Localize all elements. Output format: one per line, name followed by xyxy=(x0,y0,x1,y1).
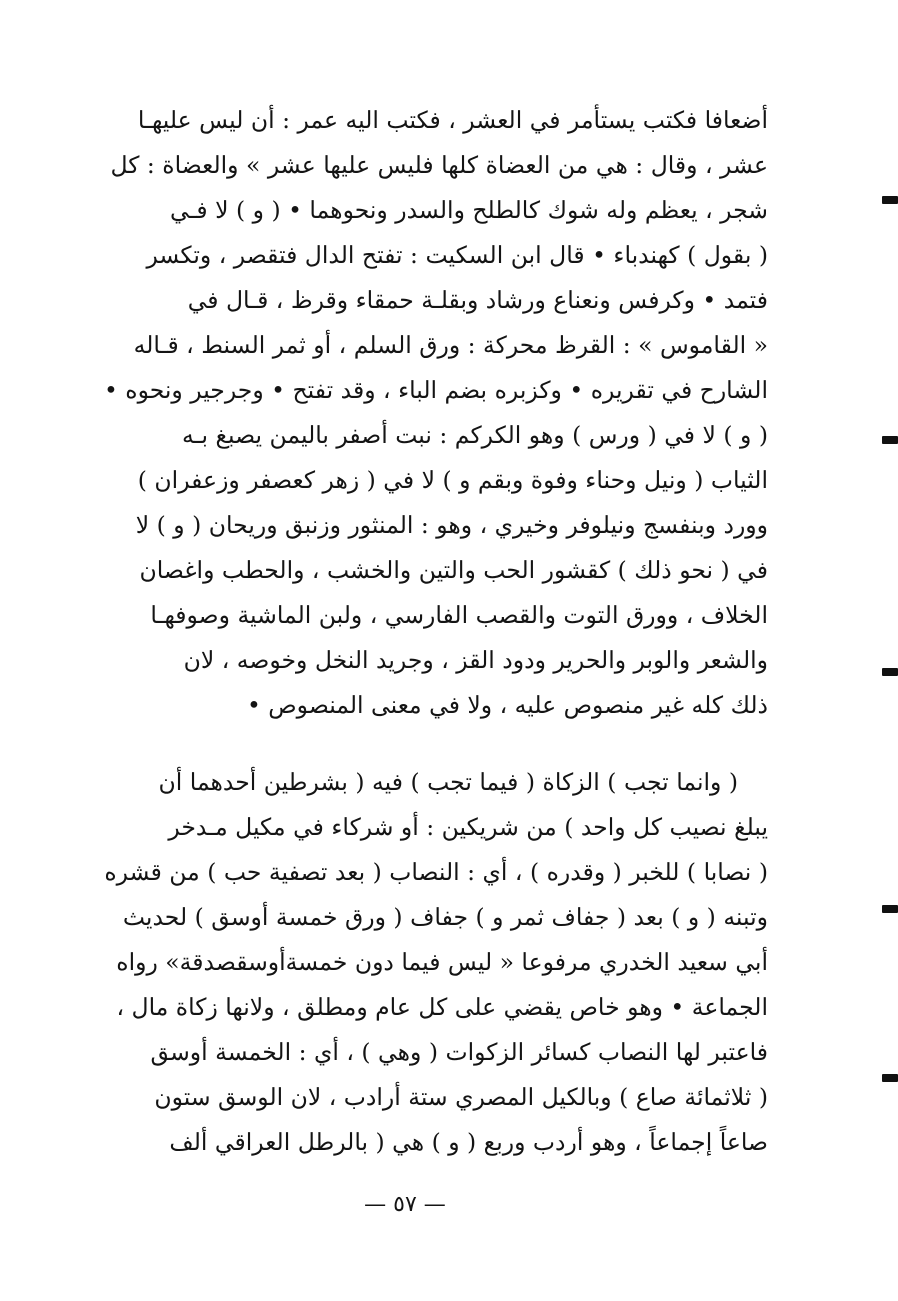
text-line: صاعاً إجماعاً ، وهو أردب وربع ( و ) هي ( بالرطل العراقي ألف xyxy=(169,1128,768,1156)
text-line: الخلاف ، وورق التوت والقصب الفارسي ، ولبن الماشية وصوفهـا xyxy=(150,601,768,629)
text-line: عشر ، وقال : هي من العضاة كلها فليس عليها عشر » والعضاة : كل xyxy=(110,151,768,179)
text-line: وورد وبنفسج ونيلوفر وخيري ، وهو : المنثور وزنبق وريحان ( و ) لا xyxy=(135,511,768,539)
text-line: أضعافا فكتب يستأمر في العشر ، فكتب اليه عمر : أن ليس عليهـا xyxy=(137,106,768,134)
text-line: ( وانما تجب ) الزكاة ( فيما تجب ) فيه ( بشرطين أحدهما أن xyxy=(158,768,738,796)
text-line: فتمد • وكرفس ونعناع ورشاد وبقلـة حمقاء وقرظ ، قـال في xyxy=(187,286,768,314)
text-line: ( بقول ) كهندباء • قال ابن السكيت : تفتح الدال فتقصر ، وتكسر xyxy=(146,241,768,269)
text-line: أبي سعيد الخدري مرفوعا « ليس فيما دون خمسةأوسقصدقة» رواه xyxy=(116,948,768,976)
paragraph-2 xyxy=(100,760,768,1165)
text-line: الشارح في تقريره • وكزبره بضم الباء ، وقد تفتح • وجرجير ونحوه • xyxy=(103,376,768,404)
text-line: والشعر والوبر والحرير ودود القز ، وجريد النخل وخوصه ، لان xyxy=(183,646,768,674)
text-line: فاعتبر لها النصاب كسائر الزكوات ( وهي ) ، أي : الخمسة أوسق xyxy=(150,1038,768,1066)
text-line: في ( نحو ذلك ) كقشور الحب والتين والخشب ، والحطب واغصان xyxy=(139,556,768,584)
text-line: الثياب ( ونيل وحناء وفوة وبقم و ) لا في ( زهر كعصفر وزعفران ) xyxy=(137,466,768,494)
text-line: يبلغ نصيب كل واحد ) من شريكين : أو شركاء في مكيل مـدخر xyxy=(168,813,768,841)
page-edge-mark xyxy=(882,1074,898,1082)
text-line: ( نصابا ) للخبر ( وقدره ) ، أي : النصاب ( بعد تصفية حب ) من قشره xyxy=(104,858,768,886)
text-line: « القاموس » : القرظ محركة : ورق السلم ، أو ثمر السنط ، قـاله xyxy=(133,331,768,359)
page-number: — ٥٧ — xyxy=(364,1192,446,1217)
page-edge-mark xyxy=(882,668,898,676)
page-edge-mark xyxy=(882,905,898,913)
text-line: الجماعة • وهو خاص يقضي على كل عام ومطلق ، ولانها زكاة مال ، xyxy=(116,993,768,1021)
text-line: ( ثلاثمائة صاع ) وبالكيل المصري ستة أرادب ، لان الوسق ستون xyxy=(154,1083,768,1111)
text-line: ( و ) لا في ( ورس ) وهو الكركم : نبت أصفر باليمن يصبغ بـه xyxy=(182,421,768,449)
text-line: ذلك كله غير منصوص عليه ، ولا في معنى المنصوص • xyxy=(246,691,768,719)
paragraph-1 xyxy=(100,98,768,728)
text-line: وتبنه ( و ) بعد ( جفاف ثمر و ) جفاف ( ورق خمسة أوسق ) لحديث xyxy=(122,903,768,931)
text-line: شجر ، يعظم وله شوك كالطلح والسدر ونحوهما • ( و ) لا فـي xyxy=(169,196,768,224)
page-edge-mark xyxy=(882,436,898,444)
page-edge-mark xyxy=(882,196,898,204)
